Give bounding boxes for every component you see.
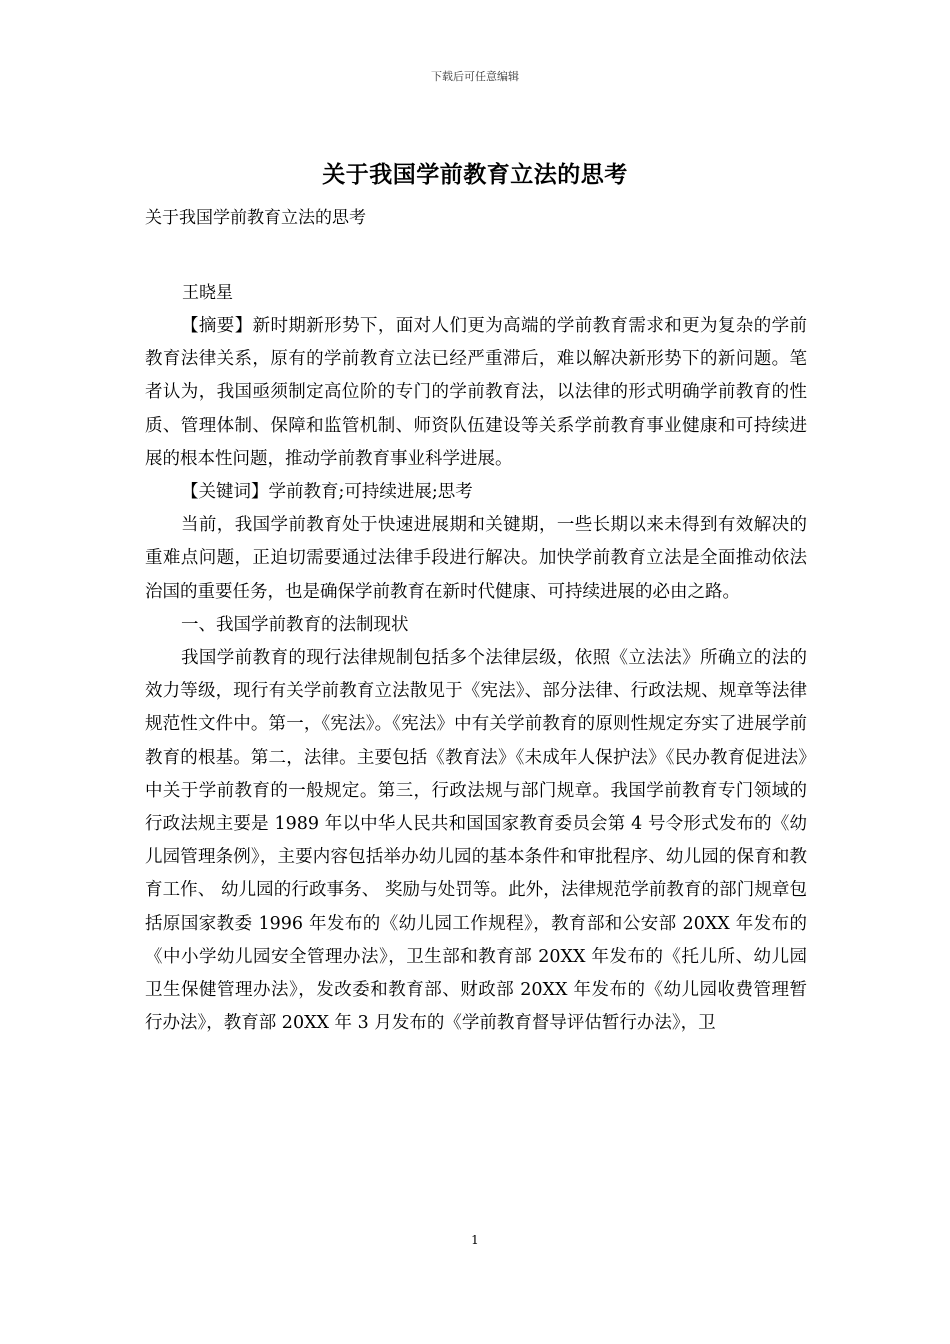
document-subtitle: 关于我国学前教育立法的思考 (145, 208, 366, 228)
abstract-paragraph: 【摘要】新时期新形势下，面对人们更为高端的学前教育需求和更为复杂的学前教育法律关系，原有的学前教育立法已经严重滞后，难以解决新形势下的新问题。笔者认为，我国亟须制定高位阶的专门的学前教育法，以法律的形式明确学前教育的性质、管理体制、保障和监管机制、师资队伍建设等关系学前教育事业健康和可持续进展的根本性问题，推动学前教育事业科学进展。 (145, 316, 807, 469)
section-heading: 一、我国学前教育的法制现状 (181, 614, 409, 635)
body-paragraph: 我国学前教育的现行法律规制包括多个法律层级，依照《立法法》所确立的法的效力等级，现行有关学前教育立法散见于《宪法》、部分法律、行政法规、规章等法律规范性文件中。第一，《宪法》。《宪法》中有关学前教育的原则性规定夯实了进展学前教育的根基。第二，法律。主要包括《教育法》《未成年人保护法》《民办教育促进法》中关于学前教育的一般规定。第三，行政法规与部门规章。我国学前教育专门领域的行政法规主要是 1989 年以中华人民共和国国家教育委员会第 4 号令形式发布的《幼儿园管理条例》，主要内容包括举办幼儿园的基本条件和审批程序、幼儿园的保育和教育工作、 幼儿园的行政事务、 奖励与处罚等。此外，法律规范学前教育的部门规章包括原国家教委 1996 年发布的《幼儿园工作规程》，教育部和公安部 20XX 年发布的《中小学幼儿园安全管理办法》，卫生部和教育部 20XX 年发布的《托儿所、幼儿园卫生保健管理办法》，发改委和教育部、财政部 20XX 年发布的《幼儿园收费管理暂行办法》，教育部 20XX 年 3 月发布的《学前教育督导评估暂行办法》，卫 (145, 648, 807, 1034)
document-title: 关于我国学前教育立法的思考 (322, 161, 628, 188)
document-body (145, 310, 807, 1040)
author-name: 王晓星 (182, 283, 233, 303)
intro-paragraph: 当前，我国学前教育处于快速进展期和关键期，一些长期以来未得到有效解决的重难点问题，正迫切需要通过法律手段进行解决。加快学前教育立法是全面推动依法治国的重要任务，也是确保学前教育在新时代健康、可持续进展的必由之路。 (145, 515, 807, 602)
header-note: 下载后可任意编辑 (431, 70, 519, 83)
keywords-paragraph: 【关键词】学前教育;可持续进展;思考 (181, 482, 473, 503)
page-number: 1 (471, 1233, 479, 1247)
